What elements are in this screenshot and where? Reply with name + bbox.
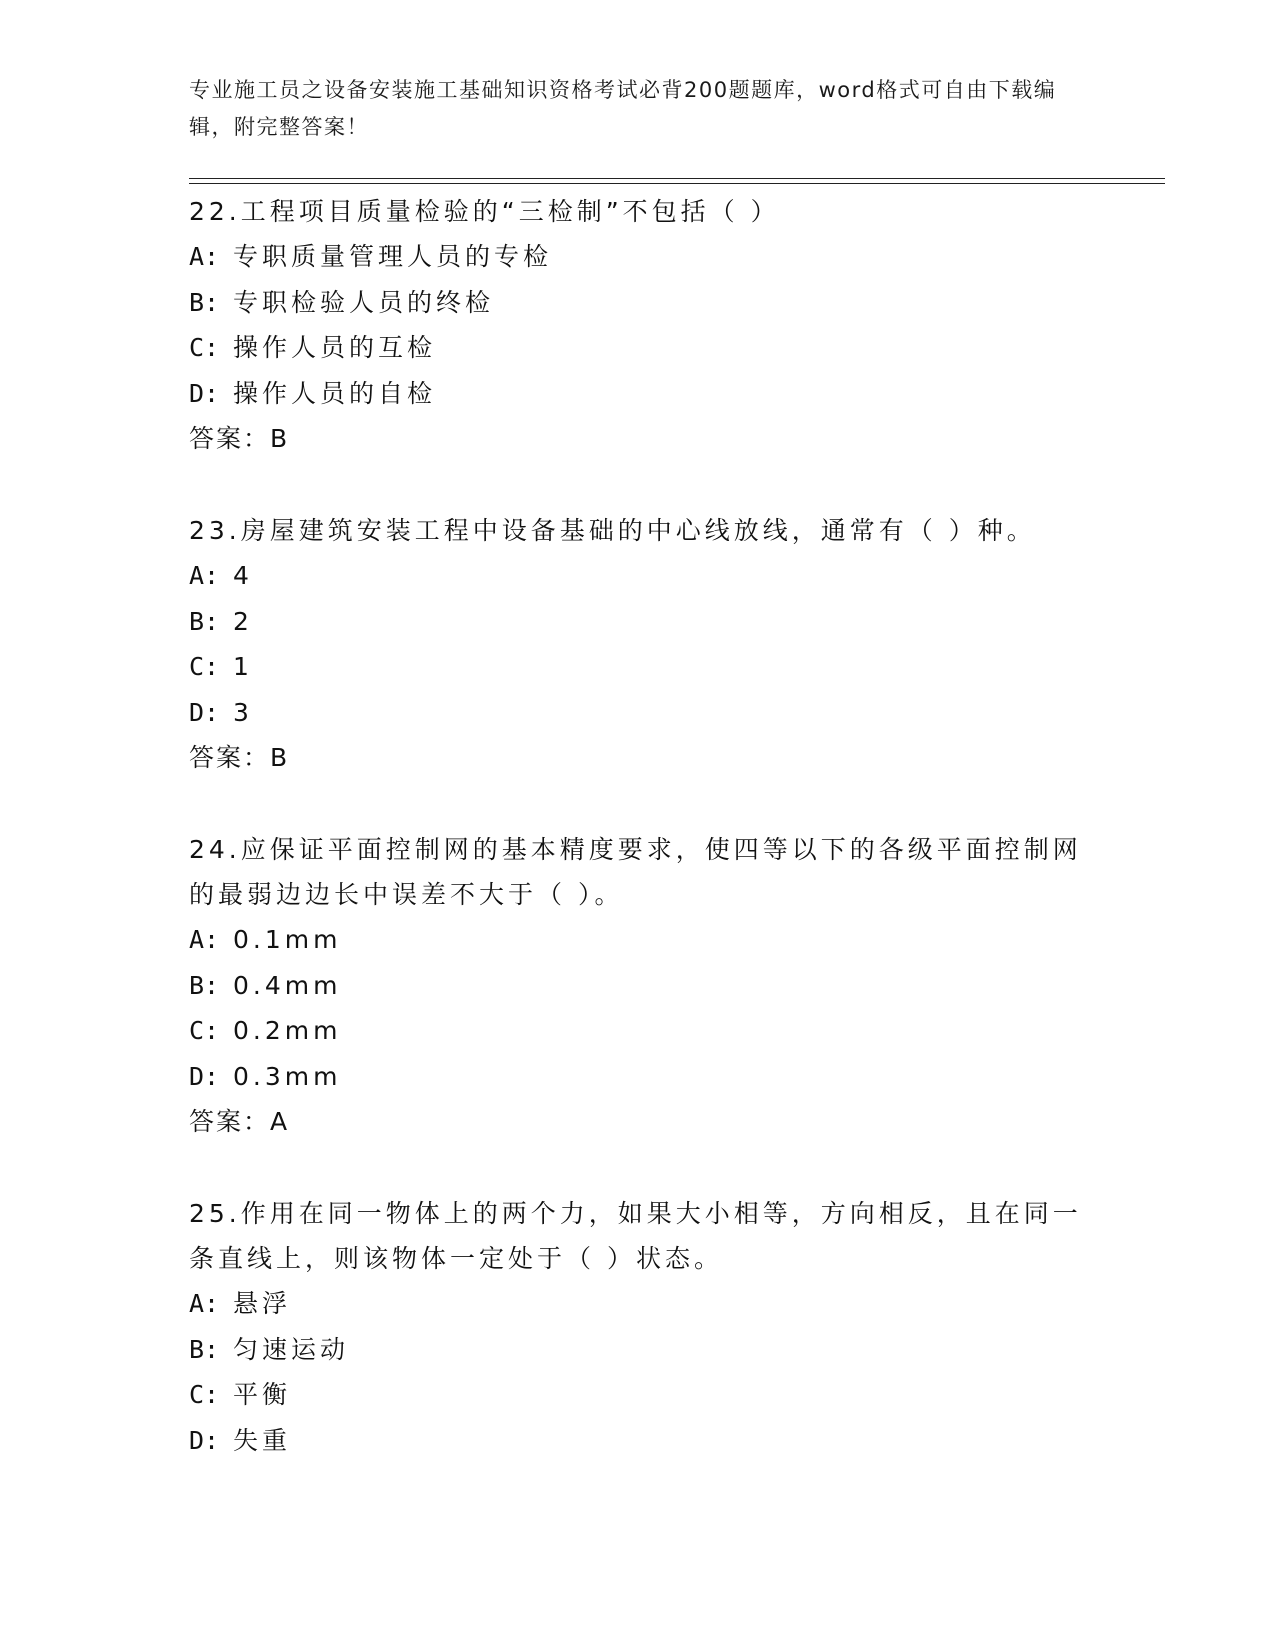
option-text: 0.3mm — [233, 1061, 342, 1091]
header-divider-bottom — [189, 183, 1165, 184]
answer-line: 答案：A — [189, 1107, 290, 1136]
option-key: C: — [189, 1016, 220, 1045]
answer-line: 答案：B — [189, 743, 290, 772]
option-key: D: — [189, 1061, 220, 1091]
answer-line: 答案：B — [189, 424, 290, 453]
option-key: A: — [189, 242, 220, 271]
option-key: C: — [189, 1380, 220, 1409]
option-text: 专职质量管理人员的专检 — [233, 242, 553, 271]
option-key: B: — [189, 1334, 220, 1364]
option-key: B: — [189, 287, 220, 317]
option-d — [189, 1418, 1089, 1464]
option-a — [189, 234, 1089, 280]
option-key: A: — [189, 925, 220, 954]
question-text: 应保证平面控制网的基本精度要求，使四等以下的各级平面控制网的最弱边边长中误差不大于（ ）。 — [189, 835, 1082, 909]
option-text: 1 — [233, 652, 253, 681]
question-stem — [189, 189, 1089, 234]
option-key: A: — [189, 1289, 220, 1318]
option-text: 操作人员的自检 — [233, 378, 437, 408]
option-key: B: — [189, 970, 220, 1000]
option-d — [189, 1054, 1089, 1100]
option-c — [189, 644, 1089, 690]
document-header: 专业施工员之设备安装施工基础知识资格考试必背200题题库，word格式可自由下载编辑，附完整答案！ — [189, 78, 1057, 139]
option-text: 4 — [233, 561, 253, 590]
option-text: 0.1mm — [233, 925, 342, 954]
question-text: 工程项目质量检验的“三检制”不包括（ ） — [240, 197, 780, 226]
option-c — [189, 325, 1089, 371]
question-text: 房屋建筑安装工程中设备基础的中心线放线，通常有（ ）种。 — [240, 516, 1036, 545]
option-text: 0.4mm — [233, 970, 342, 1000]
option-text: 失重 — [233, 1425, 292, 1455]
option-c — [189, 1372, 1089, 1418]
option-text: 操作人员的互检 — [233, 333, 437, 362]
option-key: C: — [189, 333, 220, 362]
question-24 — [189, 827, 1089, 1144]
option-key: D: — [189, 697, 220, 727]
option-d — [189, 371, 1089, 417]
option-a — [189, 917, 1089, 963]
option-key: D: — [189, 1425, 220, 1455]
option-text: 匀速运动 — [233, 1334, 350, 1364]
question-stem — [189, 508, 1089, 553]
option-key: D: — [189, 378, 220, 408]
option-key: A: — [189, 561, 220, 590]
question-text: 作用在同一物体上的两个力，如果大小相等，方向相反，且在同一条直线上，则该物体一定处于（ ）状态。 — [189, 1199, 1082, 1273]
question-number: 23. — [189, 516, 241, 545]
question-stem — [189, 827, 1089, 917]
option-a — [189, 1281, 1089, 1327]
option-b — [189, 1327, 1089, 1373]
question-23 — [189, 508, 1089, 780]
question-stem — [189, 1191, 1089, 1281]
option-text: 3 — [233, 697, 253, 727]
question-number: 24. — [189, 835, 241, 864]
option-text: 2 — [233, 606, 253, 636]
option-text: 平衡 — [233, 1380, 292, 1409]
question-number: 22. — [189, 197, 241, 226]
option-text: 悬浮 — [233, 1289, 292, 1318]
option-c — [189, 1008, 1089, 1054]
question-22 — [189, 189, 1089, 461]
option-key: B: — [189, 606, 220, 636]
option-text: 0.2mm — [233, 1016, 342, 1045]
option-text: 专职检验人员的终检 — [233, 287, 495, 317]
header-divider-top — [189, 178, 1165, 179]
question-number: 25. — [189, 1199, 241, 1228]
option-b — [189, 599, 1089, 645]
option-d — [189, 690, 1089, 736]
option-a — [189, 553, 1089, 599]
question-25 — [189, 1191, 1089, 1463]
option-b — [189, 963, 1089, 1009]
option-b — [189, 280, 1089, 326]
option-key: C: — [189, 652, 220, 681]
